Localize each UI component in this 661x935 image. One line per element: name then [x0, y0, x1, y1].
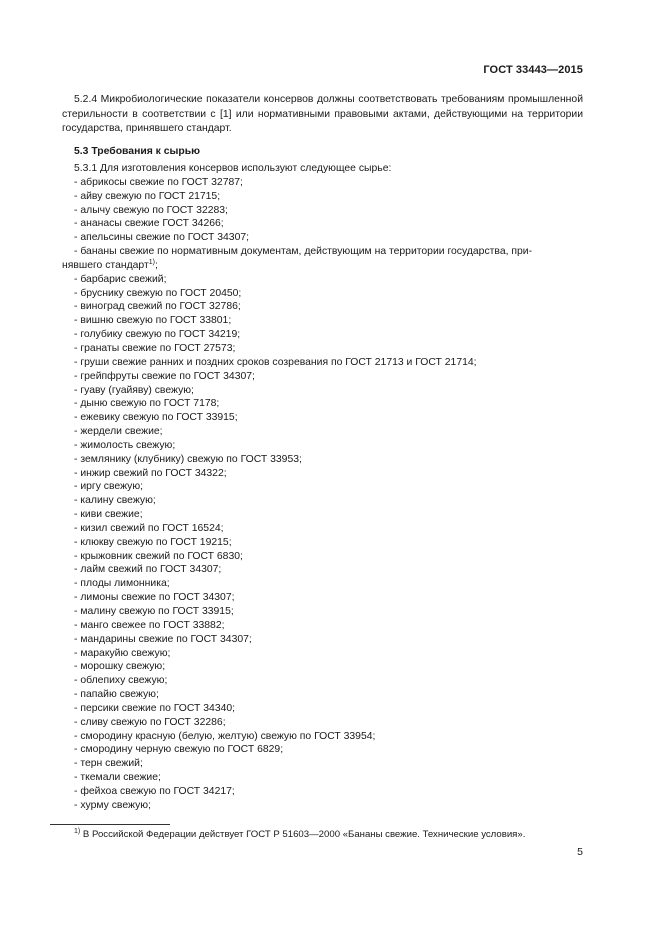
- list-item: - иргу свежую;: [74, 481, 144, 493]
- banana-tail: ;: [154, 259, 158, 271]
- list-item: - калину свежую;: [74, 495, 156, 507]
- list-item: - манго свежее по ГОСТ 33882;: [74, 619, 225, 631]
- list-item: - клюкву свежую по ГОСТ 19215;: [74, 536, 232, 548]
- list-item: - апельсины свежие по ГОСТ 34307;: [74, 232, 250, 244]
- list-item: - лимоны свежие по ГОСТ 34307;: [74, 592, 235, 604]
- list-item: - айву свежую по ГОСТ 21715;: [74, 190, 221, 202]
- list-item: - гранаты свежие по ГОСТ 27573;: [74, 342, 236, 354]
- list-item: - смородину красную (белую, желтую) свежую по ГОСТ 33954;: [74, 730, 376, 742]
- list-item: - лайм свежий по ГОСТ 34307;: [74, 564, 222, 576]
- list-item: - ананасы свежие ГОСТ 34266;: [74, 218, 224, 230]
- list-item: - вишню свежую по ГОСТ 33801;: [74, 315, 232, 327]
- list-item: - ткемали свежие;: [74, 772, 161, 784]
- list-item: - фейхоа свежую по ГОСТ 34217;: [74, 785, 235, 797]
- list-item-banana-line2: [62, 259, 583, 273]
- list-item: - алычу свежую по ГОСТ 32283;: [74, 204, 228, 216]
- list-item: - голубику свежую по ГОСТ 34219;: [74, 329, 241, 341]
- list-item: - терн свежий;: [74, 758, 143, 770]
- list-item: - грейпфруты свежие по ГОСТ 34307;: [74, 370, 255, 382]
- list-item: - маракуйю свежую;: [74, 647, 171, 659]
- page-number: 5: [577, 846, 583, 858]
- list-item: - облепиху свежую;: [74, 675, 168, 687]
- list-group-b: [62, 273, 583, 813]
- paragraph-5-2-4: 5.2.4 Микробиологические показатели консервов должны соответствовать требованиям промышленной стерильности в соответствии с [1] или нормативными правовыми актами, действующими на территории государства, принявшего стандарт.: [62, 94, 583, 134]
- list-item: - персики свежие по ГОСТ 34340;: [74, 702, 236, 714]
- list-item: - смородину черную свежую по ГОСТ 6829;: [74, 744, 284, 756]
- list-item: - груши свежие ранних и поздних сроков созревания по ГОСТ 21713 и ГОСТ 21714;: [74, 356, 477, 368]
- list-item: - плоды лимонника;: [74, 578, 170, 590]
- list-item: - киви свежие;: [74, 509, 143, 521]
- list-item: - морошку свежую;: [74, 661, 166, 673]
- list-item: - ежевику свежую по ГОСТ 33915;: [74, 412, 238, 424]
- list-item: - землянику (клубнику) свежую по ГОСТ 33953;: [74, 453, 302, 465]
- section-heading-5-3: 5.3 Требования к сырью: [74, 146, 201, 157]
- list-item-banana-line1: - бананы свежие по нормативным документам, действующим на территории государства, при-: [74, 246, 533, 258]
- list-item: - сливу свежую по ГОСТ 32286;: [74, 716, 226, 728]
- intro-5-3-1: 5.3.1 Для изготовления консервов используют следующее сырье:: [74, 163, 392, 174]
- list-item: - бруснику свежую по ГОСТ 20450;: [74, 287, 242, 299]
- document-id: ГОСТ 33443—2015: [483, 64, 583, 76]
- list-item: - дыню свежую по ГОСТ 7178;: [74, 398, 220, 410]
- list-group-a: [62, 176, 583, 245]
- list-item: - инжир свежий по ГОСТ 34322;: [74, 467, 227, 479]
- list-item: - абрикосы свежие по ГОСТ 32787;: [74, 176, 243, 188]
- list-item: - жимолость свежую;: [74, 439, 176, 451]
- raw-materials-list: [62, 162, 583, 813]
- footnote-divider: [50, 824, 170, 825]
- list-item: - малину свежую по ГОСТ 33915;: [74, 606, 234, 617]
- list-item: - папайю свежую;: [74, 689, 159, 701]
- footnote-text: В Российской Федерации действует ГОСТ Р 51603—2000 «Бананы свежие. Технические условия».: [82, 829, 526, 840]
- list-item: - мандарины свежие по ГОСТ 34307;: [74, 633, 252, 645]
- banana-continuation: нявшего стандарт: [62, 259, 149, 271]
- footnote-marker: 1): [74, 828, 81, 835]
- list-item: - крыжовник свежий по ГОСТ 6830;: [74, 550, 243, 562]
- list-item: - барбарис свежий;: [74, 273, 167, 285]
- list-item: - гуаву (гуайяву) свежую;: [74, 384, 194, 396]
- list-item: - виноград свежий по ГОСТ 32786;: [74, 301, 241, 313]
- footnote-ref: 1): [148, 258, 155, 266]
- list-item: - жердели свежие;: [74, 426, 163, 438]
- footnote: [74, 829, 525, 840]
- list-item: - кизил свежий по ГОСТ 16524;: [74, 522, 224, 534]
- list-item: - хурму свежую;: [74, 799, 151, 811]
